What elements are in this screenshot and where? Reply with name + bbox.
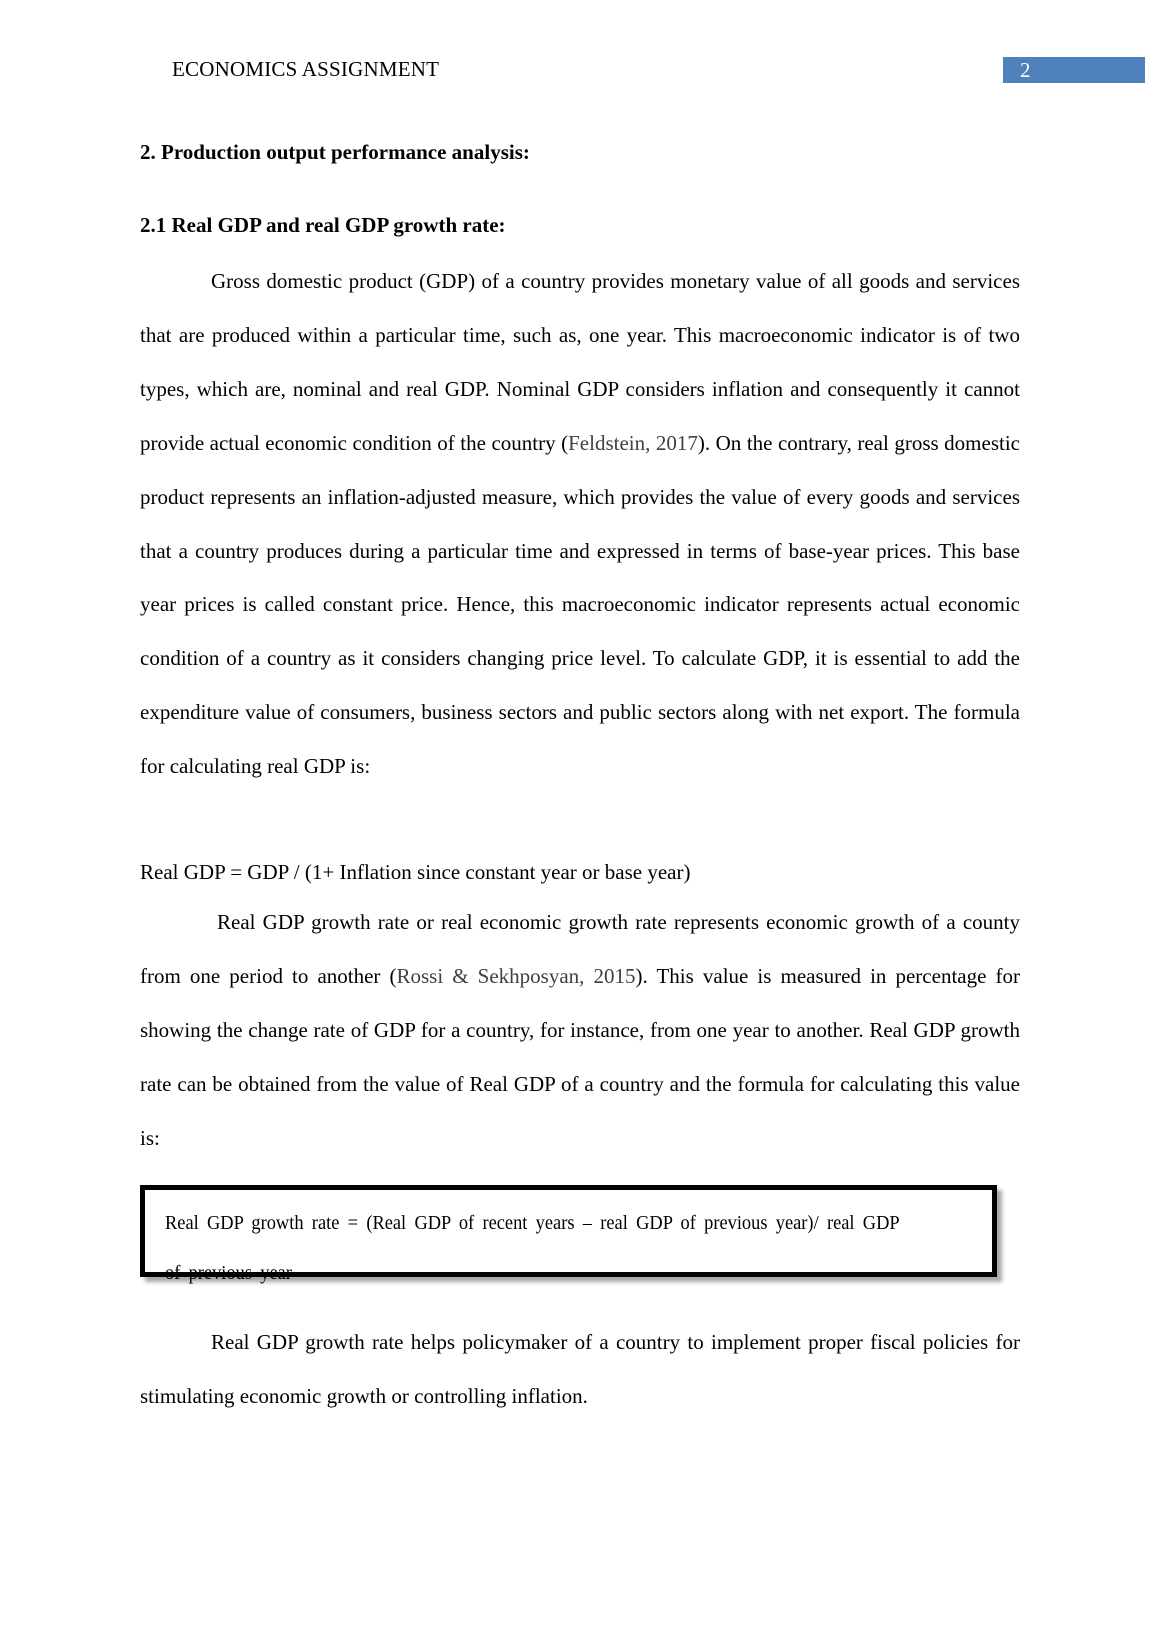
paragraph-1-text-a: Gross domestic product (GDP) of a country provides monetary value of all goods and services that are produced within a particular time, such as, one year. This macroeconomic indicator is of two types, which are, nominal and real GDP. Nominal GDP considers inflation and consequently it cannot provide actual economic condition of the country ( <box>140 269 1020 455</box>
paragraph-gdp-definition <box>140 255 1020 794</box>
page-number-bar <box>1003 57 1145 83</box>
growth-rate-formula-box <box>140 1185 997 1284</box>
paragraph-growth-rate <box>140 896 1020 1166</box>
subsection-heading: 2.1 Real GDP and real GDP growth rate: <box>140 213 506 237</box>
citation-rossi-sekhposyan: Rossi & Sekhposyan, 2015 <box>396 963 636 988</box>
header-title: ECONOMICS ASSIGNMENT <box>172 57 440 81</box>
paragraph-2-text-b: ). This value is measured in percentage for showing the change rate of GDP for a country, for instance, from one year to another. Real GDP growth rate can be obtained from the value of Real GDP of a country and the formula for calculating this value is: <box>140 963 1020 1150</box>
growth-rate-formula: Real GDP growth rate = (Real GDP of recent years – real GDP of previous year)/ real GDP of previous year <box>165 1212 899 1284</box>
paragraph-2-text-a: Real GDP growth rate or real economic growth rate represents economic growth of a county from one period to another ( <box>140 910 1020 988</box>
paragraph-policy: Real GDP growth rate helps policymaker of a country to implement proper fiscal policies for stimulating economic growth or controlling inflation. <box>140 1330 1020 1408</box>
real-gdp-formula: Real GDP = GDP / (1+ Inflation since constant year or base year) <box>140 860 691 884</box>
citation-feldstein: Feldstein, 2017 <box>568 430 698 455</box>
paragraph-1-text-b: ). On the contrary, real gross domestic product represents an inflation-adjusted measure, which provides the value of every goods and services that a country produces during a particular time and expressed in terms of base-year prices. This base year prices is called constant price. Hence, this macroeconomic indicator represents actual economic condition of a country as it considers changing price level. To calculate GDP, it is essential to add the expenditure value of consumers, business sectors and public sectors along with net export. The formula for calculating real GDP is: <box>140 430 1021 779</box>
section-heading: 2. Production output performance analysis: <box>140 140 530 164</box>
page-number: 2 <box>1020 58 1031 82</box>
